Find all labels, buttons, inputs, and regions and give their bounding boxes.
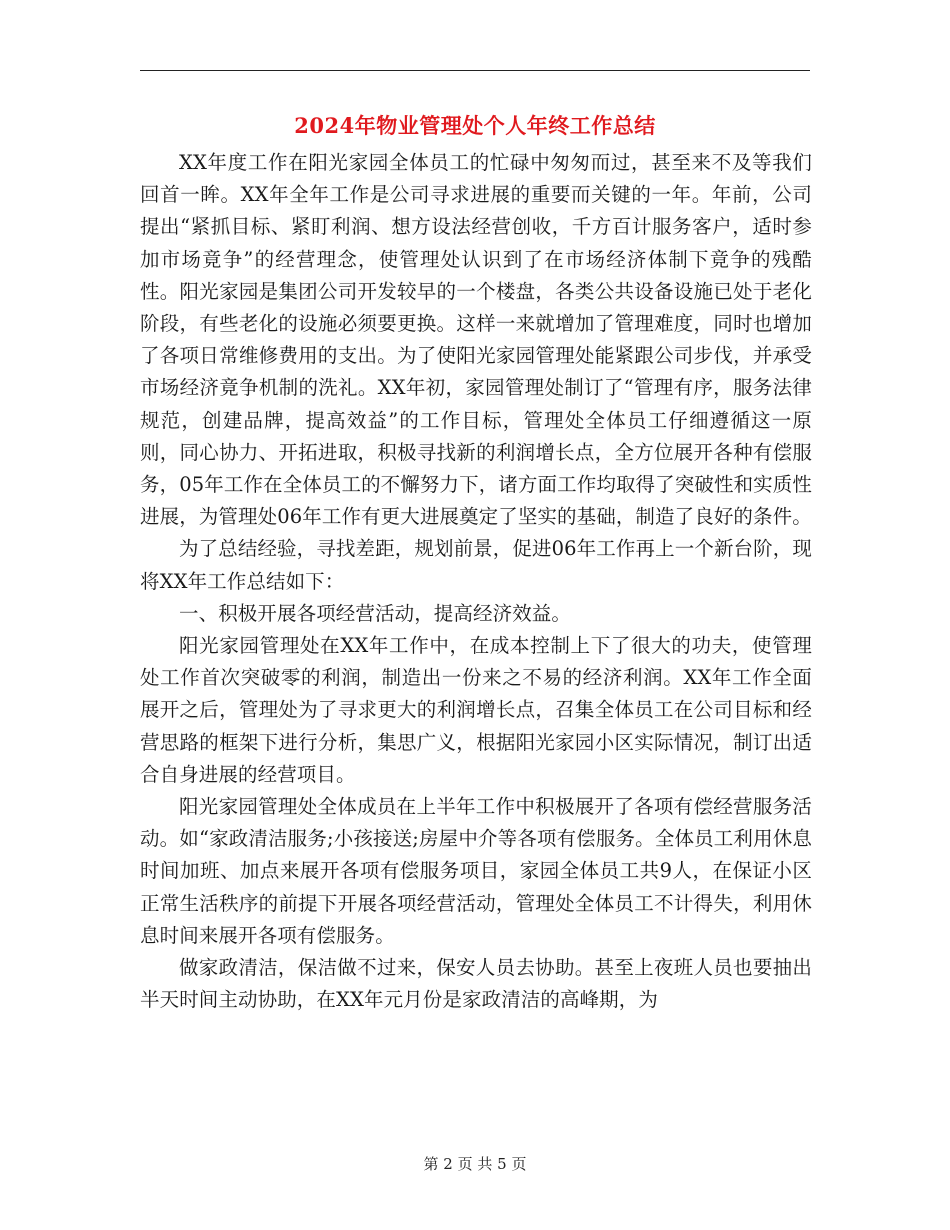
paragraph-3: 阳光家园管理处在XX年工作中，在成本控制上下了很大的功夫，使管理处工作首次突破零的利润，制造出一份来之不易的经济利润。XX年工作全面展开之后，管理处为了寻求更大的利润增长点，召集全体员工在公司目标和经营思路的框架下进行分析，集思广义，根据阳光家园小区实际情况，制订出适合自身进展的经营项目。 — [140, 634, 812, 786]
paragraph-2: 为了总结经验，寻找差距，规划前景，促进06年工作再上一个新台阶，现将XX年工作总结如下： — [140, 537, 812, 593]
document-title: 2024年物业管理处个人年终工作总结 — [294, 113, 656, 138]
paragraph-5: 做家政清洁，保洁做不过来，保安人员去协助。甚至上夜班人员也要抽出半天时间主动协助，在XX年元月份是家政清洁的高峰期，为 — [140, 956, 812, 1012]
paragraph-4: 阳光家园管理处全体成员在上半年工作中积极展开了各项有偿经营服务活动。如“家政清洁服务;小孩接送;房屋中介等各项有偿服务。全体员工利用休息时间加班、加点来展开各项有偿服务项目，家园全体员工共9人，在保证小区正常生活秩序的前提下开展各项经营活动，管理处全体员工不计得失，利用休息时间来展开各项有偿服务。 — [140, 795, 812, 947]
page-number-footer: 第 2 页 共 5 页 — [423, 1155, 527, 1173]
section-heading-1: 一、积极开展各项经营活动，提高经济效益。 — [179, 601, 572, 625]
document-body — [140, 147, 812, 1016]
paragraph-1: XX年度工作在阳光家园全体员工的忙碌中匆匆而过，甚至来不及等我们回首一眸。XX年全年工作是公司寻求进展的重要而关键的一年。年前，公司提出“紧抓目标、紧盯利润、想方设法经营创收，千方百计服务客户，适时参加市场竟争”的经营理念，使管理处认识到了在市场经济体制下竟争的残酷性。阳光家园是集团公司开发较早的一个楼盘，各类公共设备设施已处于老化阶段，有些老化的设施必须要更换。这样一来就增加了管理难度，同时也增加了各项日常维修费用的支出。为了使阳光家园管理处能紧跟公司步伐，并承受市场经济竟争机制的洗礼。XX年初，家园管理处制订了“管理有序，服务法律规范，创建品牌，提高效益”的工作目标，管理处全体员工仔细遵循这一原则，同心协力、开拓进取，积极寻找新的利润增长点，全方位展开各种有偿服务，05年工作在全体员工的不懈努力下，诸方面工作均取得了突破性和实质性进展，为管理处06年工作有更大进展奠定了坚实的基础，制造了良好的条件。 — [140, 151, 812, 529]
header-rule — [140, 70, 810, 71]
